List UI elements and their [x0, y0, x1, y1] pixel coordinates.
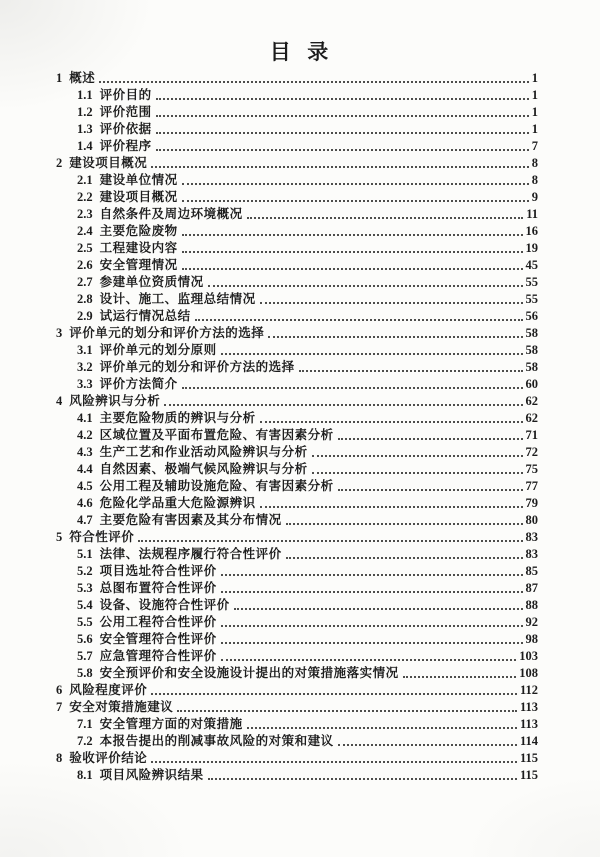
dotted-leader	[182, 251, 523, 253]
dotted-leader	[156, 98, 529, 100]
toc-entry-number: 2.4	[77, 224, 93, 238]
toc-entry	[56, 223, 538, 240]
toc-entry-number: 5.5	[77, 615, 93, 629]
toc-entry-number: 2.8	[77, 292, 93, 306]
toc-entry-title: 应急管理符合性评价	[99, 649, 217, 663]
toc-entry-page: 55	[525, 292, 538, 306]
toc-entry-title: 安全预评价和安全设施设计提出的对策措施落实情况	[99, 666, 399, 680]
toc-entry-title: 设备、设施符合性评价	[99, 598, 230, 612]
toc-entry-page: 115	[519, 751, 538, 765]
toc-entry	[56, 614, 538, 631]
toc-entry-page: 114	[519, 734, 538, 748]
toc-entry	[56, 104, 538, 121]
toc-entry-title: 符合性评价	[69, 530, 135, 544]
toc-entry-number: 5.8	[77, 666, 93, 680]
toc-entry-title: 安全对策措施建议	[69, 700, 174, 714]
toc-entry-page: 62	[525, 411, 538, 425]
toc-entry-number: 5.7	[77, 649, 93, 663]
dotted-leader	[177, 710, 517, 712]
toc-entry-number: 4.6	[77, 496, 93, 510]
toc-entry	[56, 410, 538, 427]
dotted-leader	[99, 81, 528, 83]
toc-entry-number: 8	[56, 751, 63, 765]
toc-entry-number: 2.6	[77, 258, 93, 272]
toc-entry-number: 1.1	[77, 88, 93, 102]
toc-entry-number: 4.4	[77, 462, 93, 476]
toc-entry	[56, 206, 538, 223]
dotted-leader	[151, 166, 528, 168]
toc-entry	[56, 461, 538, 478]
toc-entry-title: 公用工程符合性评价	[99, 615, 217, 629]
toc-entry-title: 公用工程及辅助设施危险、有害因素分析	[99, 479, 334, 493]
dotted-leader	[268, 336, 522, 338]
dotted-leader	[299, 370, 523, 372]
toc-entry	[56, 325, 538, 342]
dotted-leader	[156, 149, 529, 151]
toc-entry	[56, 393, 538, 410]
dotted-leader	[156, 132, 529, 134]
toc-entry-number: 2.1	[77, 173, 93, 187]
toc-entry-page: 77	[525, 479, 538, 493]
toc-entry-page: 79	[525, 496, 538, 510]
toc-entry	[56, 580, 538, 597]
toc-entry-page: 103	[519, 649, 538, 663]
toc-entry-page: 88	[525, 598, 538, 612]
toc-entry-number: 5.1	[77, 547, 93, 561]
toc-entry-page: 45	[525, 258, 538, 272]
toc-entry	[56, 699, 538, 716]
dotted-leader	[182, 200, 529, 202]
toc-entry-title: 生产工艺和作业活动风险辨识与分析	[99, 445, 308, 459]
dotted-leader	[195, 319, 523, 321]
toc-entry	[56, 87, 538, 104]
dotted-leader	[221, 659, 517, 661]
dotted-leader	[156, 115, 529, 117]
toc-entry-page: 55	[525, 275, 538, 289]
toc-entry	[56, 648, 538, 665]
toc-entry-number: 7	[56, 700, 63, 714]
toc-entry	[56, 665, 538, 682]
toc-entry-number: 6	[56, 683, 63, 697]
toc-entry-title: 评价方法简介	[99, 377, 178, 391]
toc-entry-number: 2.5	[77, 241, 93, 255]
toc-entry-page: 85	[525, 564, 538, 578]
toc-entry-number: 2.7	[77, 275, 93, 289]
toc-entry	[56, 189, 538, 206]
toc-entry-page: 62	[525, 394, 538, 408]
toc-entry-number: 4.7	[77, 513, 93, 527]
toc-entry-number: 3.1	[77, 343, 93, 357]
toc-entry-page: 58	[525, 360, 538, 374]
toc-entry-page: 1	[531, 71, 538, 85]
toc-entry	[56, 155, 538, 172]
toc-entry-title: 主要危险物质的辨识与分析	[99, 411, 256, 425]
dotted-leader	[286, 557, 523, 559]
toc-entry-number: 5	[56, 530, 63, 544]
dotted-leader	[247, 727, 517, 729]
toc-entry-page: 92	[525, 615, 538, 629]
toc-entry-title: 安全管理情况	[99, 258, 178, 272]
toc-entry-page: 1	[531, 88, 538, 102]
toc-entry-page: 58	[525, 343, 538, 357]
toc-entry-number: 3.2	[77, 360, 93, 374]
dotted-leader	[247, 217, 524, 219]
toc-entry-title: 风险辨识与分析	[69, 394, 161, 408]
toc-entry-page: 58	[525, 326, 538, 340]
toc-entry-title: 总图布置符合性评价	[99, 581, 217, 595]
dotted-leader	[286, 523, 523, 525]
toc-entry	[56, 257, 538, 274]
dotted-leader	[221, 591, 523, 593]
dotted-leader	[312, 472, 523, 474]
toc-entry-title: 建设项目概况	[69, 156, 148, 170]
toc-entry-number: 4.1	[77, 411, 93, 425]
toc-entry	[56, 342, 538, 359]
toc-entry-page: 83	[525, 547, 538, 561]
toc-entry-page: 98	[525, 632, 538, 646]
toc-entry-page: 71	[525, 428, 538, 442]
toc-entry-number: 5.3	[77, 581, 93, 595]
toc-entry-number: 7.2	[77, 734, 93, 748]
toc-entry-number: 1.3	[77, 122, 93, 136]
toc-entry-page: 72	[525, 445, 538, 459]
toc-entry-page: 75	[525, 462, 538, 476]
toc-entry-title: 工程建设内容	[99, 241, 178, 255]
toc-entry	[56, 495, 538, 512]
dotted-leader	[182, 183, 529, 185]
toc-entry-number: 3.3	[77, 377, 93, 391]
toc-entry-number: 5.6	[77, 632, 93, 646]
toc-entry	[56, 733, 538, 750]
dotted-leader	[338, 438, 523, 440]
toc-entry	[56, 512, 538, 529]
toc-entry-title: 自然条件及周边环境概况	[99, 207, 243, 221]
dotted-leader	[208, 778, 517, 780]
dotted-leader	[403, 676, 517, 678]
toc-entry-title: 危险化学品重大危险源辨识	[99, 496, 256, 510]
toc-entry-title: 项目风险辨识结果	[99, 768, 204, 782]
toc-entry-title: 评价范围	[99, 105, 152, 119]
toc-entry-number: 1.2	[77, 105, 93, 119]
toc-entry-number: 5.4	[77, 598, 93, 612]
dotted-leader	[260, 302, 523, 304]
toc-entry-title: 法律、法规程序履行符合性评价	[99, 547, 282, 561]
toc-entry-title: 评价单元的划分和评价方法的选择	[69, 326, 265, 340]
toc-entry-number: 4	[56, 394, 63, 408]
toc-entry-page: 7	[531, 139, 538, 153]
toc-entry	[56, 291, 538, 308]
toc-entry	[56, 240, 538, 257]
toc-entry-title: 风险程度评价	[69, 683, 148, 697]
dotted-leader	[151, 761, 517, 763]
toc-entry-page: 113	[519, 717, 538, 731]
toc-entry	[56, 750, 538, 767]
toc-entry-page: 16	[525, 224, 538, 238]
toc-entry-number: 2.2	[77, 190, 93, 204]
dotted-leader	[221, 353, 523, 355]
dotted-leader	[208, 285, 523, 287]
toc-entry-title: 参建单位资质情况	[99, 275, 204, 289]
toc-entry-number: 4.2	[77, 428, 93, 442]
dotted-leader	[182, 387, 523, 389]
toc-entry-page: 115	[519, 768, 538, 782]
toc-entry-page: 83	[525, 530, 538, 544]
toc-entry-page: 112	[519, 683, 538, 697]
dotted-leader	[138, 540, 522, 542]
toc-entry	[56, 767, 538, 784]
toc-entry-number: 8.1	[77, 768, 93, 782]
toc-entry-page: 80	[525, 513, 538, 527]
toc-entry	[56, 444, 538, 461]
dotted-leader	[221, 574, 523, 576]
toc-entry-number: 4.3	[77, 445, 93, 459]
toc-entry-number: 7.1	[77, 717, 93, 731]
dotted-leader	[221, 625, 523, 627]
toc-entry	[56, 631, 538, 648]
toc-entry-title: 安全管理方面的对策措施	[99, 717, 243, 731]
dotted-leader	[312, 455, 523, 457]
toc-entry-number: 4.5	[77, 479, 93, 493]
toc-entry	[56, 70, 538, 87]
toc-entry-title: 建设单位情况	[99, 173, 178, 187]
dotted-leader	[221, 642, 523, 644]
toc-entry-page: 8	[531, 173, 538, 187]
dotted-leader	[151, 693, 517, 695]
dotted-leader	[338, 744, 517, 746]
toc-entry	[56, 172, 538, 189]
toc-entry-page: 8	[531, 156, 538, 170]
toc-entry	[56, 121, 538, 138]
dotted-leader	[182, 268, 523, 270]
toc-entry	[56, 682, 538, 699]
toc-entry-title: 自然因素、极端气候风险辨识与分析	[99, 462, 308, 476]
toc-entry-title: 概述	[69, 71, 96, 85]
toc-entry	[56, 138, 538, 155]
dotted-leader	[164, 404, 522, 406]
dotted-leader	[260, 506, 523, 508]
dotted-leader	[234, 608, 523, 610]
toc-entry-number: 1	[56, 71, 63, 85]
toc-entry-title: 试运行情况总结	[99, 309, 191, 323]
toc-entry-title: 评价依据	[99, 122, 152, 136]
toc-entry-number: 2.3	[77, 207, 93, 221]
toc-entry-number: 2.9	[77, 309, 93, 323]
toc-entry	[56, 376, 538, 393]
toc-entry-number: 3	[56, 326, 63, 340]
toc-entry-page: 113	[519, 700, 538, 714]
toc-entry	[56, 529, 538, 546]
toc-entry-number: 1.4	[77, 139, 93, 153]
toc-entry-page: 1	[531, 122, 538, 136]
toc-entry-number: 2	[56, 156, 63, 170]
toc-entry-page: 87	[525, 581, 538, 595]
toc-entry-page: 11	[526, 207, 538, 221]
toc-entry-title: 评价单元的划分和评价方法的选择	[99, 360, 295, 374]
toc-entry-page: 9	[531, 190, 538, 204]
toc-entry	[56, 546, 538, 563]
toc-entry-title: 设计、施工、监理总结情况	[99, 292, 256, 306]
toc-entry-title: 安全管理符合性评价	[99, 632, 217, 646]
toc-entry	[56, 716, 538, 733]
toc-entry-title: 评价目的	[99, 88, 152, 102]
toc-entry	[56, 359, 538, 376]
toc-entry-title: 验收评价结论	[69, 751, 148, 765]
toc-list	[56, 70, 538, 784]
toc-entry	[56, 563, 538, 580]
toc-entry	[56, 478, 538, 495]
toc-entry-title: 区域位置及平面布置危险、有害因素分析	[99, 428, 334, 442]
toc-entry-page: 56	[525, 309, 538, 323]
page-title: 目 录	[269, 40, 331, 64]
toc-entry	[56, 597, 538, 614]
toc-entry	[56, 274, 538, 291]
toc-entry-number: 5.2	[77, 564, 93, 578]
toc-entry	[56, 308, 538, 325]
toc-entry-title: 主要危险有害因素及其分布情况	[99, 513, 282, 527]
toc-entry-title: 评价程序	[99, 139, 152, 153]
toc-entry	[56, 427, 538, 444]
toc-entry-title: 项目选址符合性评价	[99, 564, 217, 578]
dotted-leader	[260, 421, 523, 423]
toc-entry-page: 19	[525, 241, 538, 255]
toc-entry-title: 主要危险废物	[99, 224, 178, 238]
dotted-leader	[338, 489, 523, 491]
toc-entry-page: 60	[525, 377, 538, 391]
toc-entry-title: 本报告提出的削减事故风险的对策和建议	[99, 734, 334, 748]
toc-entry-page: 1	[531, 105, 538, 119]
toc-entry-title: 评价单元的划分原则	[99, 343, 217, 357]
dotted-leader	[182, 234, 523, 236]
toc-entry-page: 108	[519, 666, 538, 680]
toc-entry-title: 建设项目概况	[99, 190, 178, 204]
